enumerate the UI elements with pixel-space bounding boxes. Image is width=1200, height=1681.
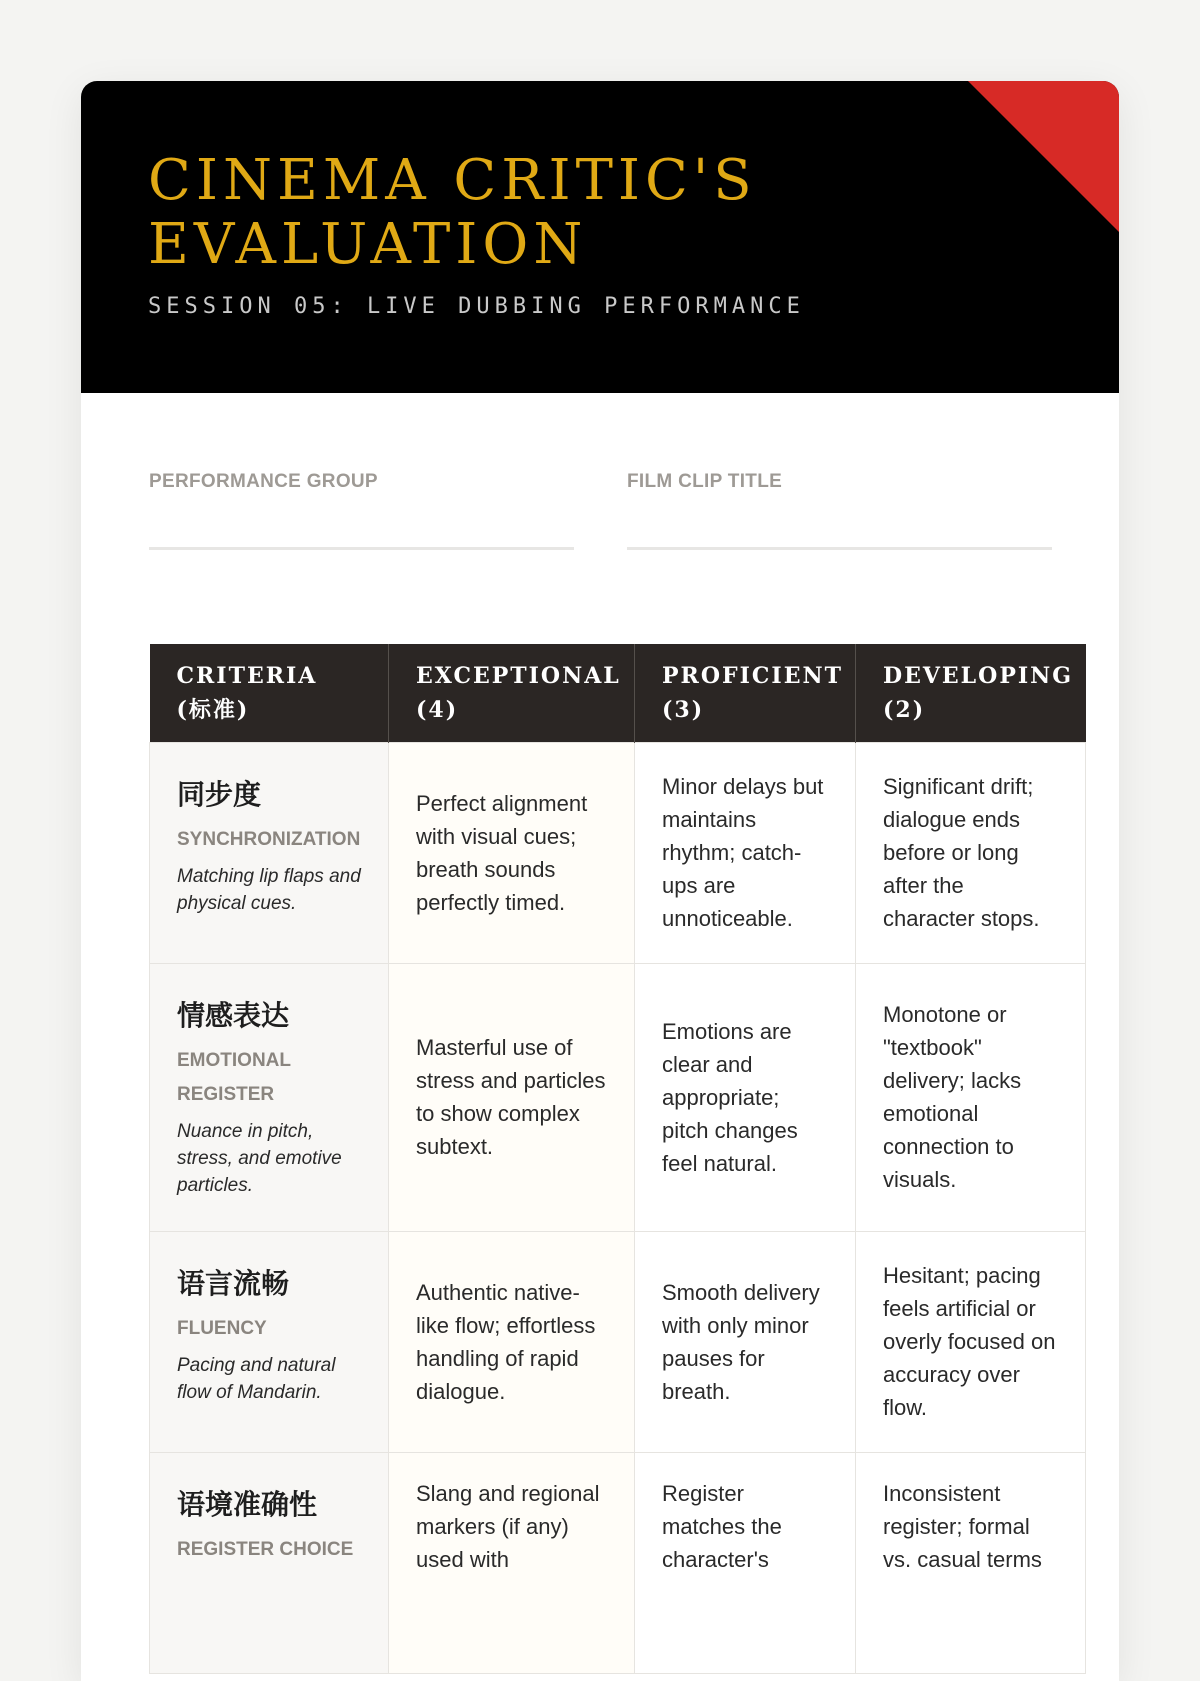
- developing-cell: Monotone or "textbook" delivery; lacks emotional connection to visuals.: [856, 963, 1086, 1231]
- film-clip-title-label: FILM CLIP TITLE: [627, 471, 783, 492]
- title-line-1: CINEMA CRITIC'S: [148, 148, 757, 213]
- title-line-2: EVALUATION: [148, 212, 588, 277]
- page-title: [148, 149, 757, 277]
- table-row: [150, 742, 1086, 963]
- criteria-english: REGISTER CHOICE: [177, 1538, 354, 1560]
- header-proficient: PROFICIENT (3): [635, 644, 856, 742]
- proficient-cell: Minor delays but maintains rhythm; catch-ups are unnoticeable.: [635, 742, 856, 963]
- criteria-english: SYNCHRONIZATION: [177, 828, 361, 850]
- header-developing: DEVELOPING (2): [856, 644, 1086, 742]
- developing-cell: Significant drift; dialogue ends before or long after the character stops.: [856, 742, 1086, 963]
- criteria-chinese: 语境准确性: [177, 1487, 318, 1521]
- header-criteria: CRITERIA (标准): [150, 644, 389, 742]
- criteria-chinese: 情感表达: [177, 998, 290, 1032]
- corner-accent: [968, 81, 1119, 232]
- rubric-table: [149, 644, 1086, 1674]
- film-clip-title-field[interactable]: [627, 471, 1052, 550]
- proficient-cell: Smooth delivery with only minor pauses for breath.: [635, 1231, 856, 1452]
- criteria-description: Nuance in pitch, stress, and emotive particles.: [177, 1120, 342, 1196]
- proficient-cell: Emotions are clear and appropriate; pitch changes feel natural.: [635, 963, 856, 1231]
- info-fields: [81, 393, 1119, 638]
- proficient-cell: Register matches the character's: [635, 1452, 856, 1673]
- session-subtitle: SESSION 05: LIVE DUBBING PERFORMANCE: [148, 294, 805, 319]
- criteria-chinese: 同步度: [177, 777, 262, 811]
- table-row: [150, 1231, 1086, 1452]
- criteria-cell: [150, 963, 389, 1231]
- exceptional-cell: Masterful use of stress and particles to show complex subtext.: [389, 963, 635, 1231]
- rubric-header-row: [150, 644, 1086, 742]
- performance-group-label: PERFORMANCE GROUP: [149, 471, 378, 492]
- exceptional-cell: Authentic native-like flow; effortless handling of rapid dialogue.: [389, 1231, 635, 1452]
- criteria-chinese: 语言流畅: [177, 1266, 290, 1300]
- table-row: [150, 963, 1086, 1231]
- performance-group-input-line[interactable]: [149, 547, 574, 550]
- criteria-english: EMOTIONAL REGISTER: [177, 1049, 291, 1105]
- developing-cell: Hesitant; pacing feels artificial or overly focused on accuracy over flow.: [856, 1231, 1086, 1452]
- criteria-english: FLUENCY: [177, 1317, 267, 1339]
- header-banner: [81, 81, 1119, 393]
- criteria-description: Matching lip flaps and physical cues.: [177, 865, 361, 914]
- criteria-description: Pacing and natural flow of Mandarin.: [177, 1354, 336, 1403]
- header-exceptional: EXCEPTIONAL (4): [389, 644, 635, 742]
- exceptional-cell: Perfect alignment with visual cues; breath sounds perfectly timed.: [389, 742, 635, 963]
- criteria-cell: [150, 742, 389, 963]
- performance-group-field[interactable]: [149, 471, 574, 550]
- criteria-cell: [150, 1452, 389, 1673]
- film-clip-title-input-line[interactable]: [627, 547, 1052, 550]
- criteria-cell: [150, 1231, 389, 1452]
- table-row: [150, 1452, 1086, 1673]
- exceptional-cell: Slang and regional markers (if any) used with: [389, 1452, 635, 1673]
- developing-cell: Inconsistent register; formal vs. casual terms: [856, 1452, 1086, 1673]
